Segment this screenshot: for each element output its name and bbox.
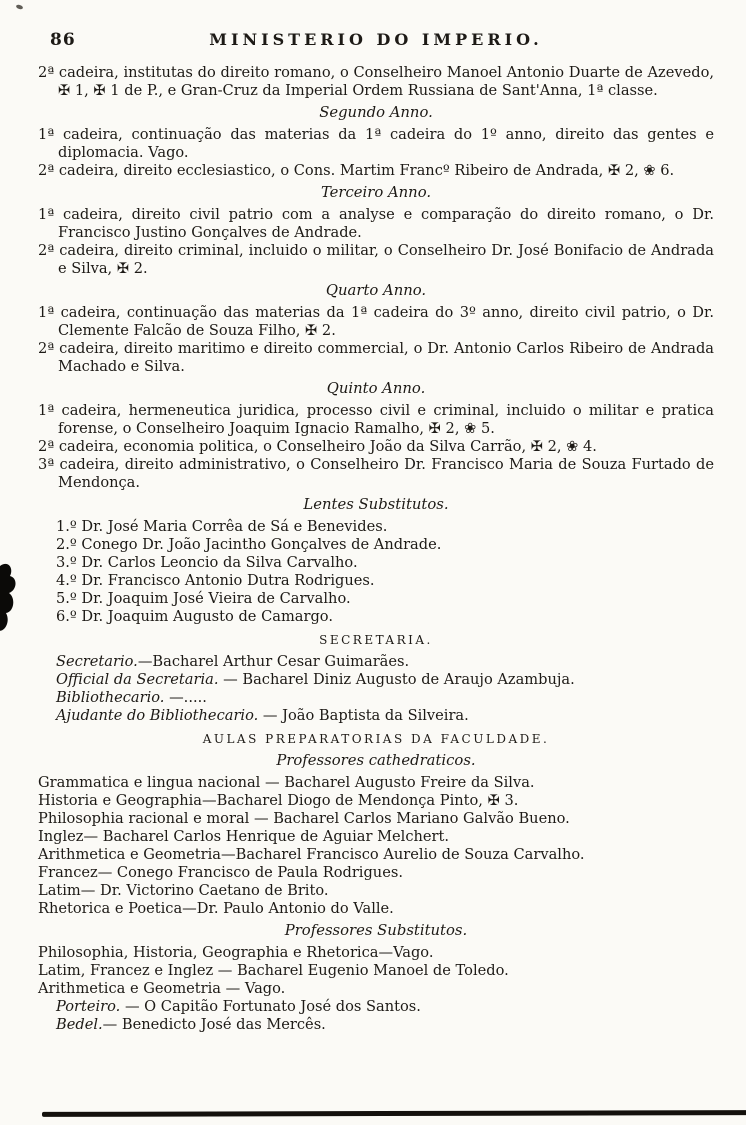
page-title: MINISTERIO DO IMPERIO. <box>209 30 543 49</box>
staff-entry-role: Bibliothecario. <box>56 689 165 706</box>
section-heading-lentes-substitutos: Lentes Substitutos. <box>303 496 449 513</box>
staff-entry <box>38 707 714 725</box>
section-heading-terceiro-anno: Terceiro Anno. <box>320 184 432 201</box>
paragraph-cadeira: 1ª cadeira, hermeneutica juridica, processo civil e criminal, incluido o militar e pratica forense, o Conselheiro Joaquim Ignacio Ramalho, ✠ 2, ❀ 5. <box>38 402 714 437</box>
masthead <box>38 30 714 52</box>
professor-entry: Latim, Francez e Inglez — Bacharel Eugenio Manoel de Toledo. <box>38 962 509 979</box>
staff-entry <box>38 671 714 689</box>
professor-entry: Latim— Dr. Victorino Caetano de Brito. <box>38 882 329 899</box>
list-item: 3.º Dr. Carlos Leoncio da Silva Carvalho. <box>56 554 358 571</box>
staff-entry-role: Porteiro. <box>56 998 121 1015</box>
staff-entry-name: —Bacharel Arthur Cesar Guimarães. <box>137 653 410 670</box>
paragraph-cadeira: 2ª cadeira, direito ecclesiastico, o Cons. Martim Francº Ribeiro de Andrada, ✠ 2, ❀ 6. <box>38 162 675 179</box>
list-item: 4.º Dr. Francisco Antonio Dutra Rodrigues. <box>56 572 375 589</box>
page-number: 86 <box>50 30 76 50</box>
professor-entry: Arithmetica e Geometria — Vago. <box>38 980 286 997</box>
staff-entry-name: — João Baptista da Silveira. <box>258 707 469 724</box>
professor-entry: Inglez— Bacharel Carlos Henrique de Aguiar Melchert. <box>38 828 450 845</box>
staff-entry-name: — Benedicto José das Mercês. <box>102 1016 326 1033</box>
paragraph-cadeira: 1ª cadeira, direito civil patrio com a analyse e comparação do direito romano, o Dr. Francisco Justino Gonçalves de Andrade. <box>38 206 714 241</box>
staff-entry <box>38 998 714 1016</box>
staff-entry-role: Secretario. <box>56 653 138 670</box>
professor-entry: Rhetorica e Poetica—Dr. Paulo Antonio do Valle. <box>38 900 394 917</box>
professor-entry: Philosophia racional e moral — Bacharel Carlos Mariano Galvão Bueno. <box>38 810 570 827</box>
paragraph-cadeira: 2ª cadeira, direito maritimo e direito commercial, o Dr. Antonio Carlos Ribeiro de Andrada Machado e Silva. <box>38 340 714 375</box>
section-heading-secretaria: SECRETARIA. <box>319 633 433 647</box>
paragraph-cadeira: 2ª cadeira, institutas do direito romano, o Conselheiro Manoel Antonio Duarte de Azevedo, ✠ 1, ✠ 1 de P., e Gran-Cruz da Imperial Ordem Russiana de Sant'Anna, 1ª classe. <box>38 64 714 99</box>
section-heading-quarto-anno: Quarto Anno. <box>325 282 427 299</box>
section-heading-professores-substitutos: Professores Substitutos. <box>284 922 468 939</box>
section-heading-segundo-anno: Segundo Anno. <box>319 104 433 121</box>
list-item: 6.º Dr. Joaquim Augusto de Camargo. <box>56 608 333 625</box>
staff-entry <box>38 689 714 707</box>
paragraph-cadeira: 1ª cadeira, continuação das materias da 1ª cadeira do 3º anno, direito civil patrio, o Dr. Clemente Falcão de Souza Filho, ✠ 2. <box>38 304 714 339</box>
professor-entry: Historia e Geographia—Bacharel Diogo de Mendonça Pinto, ✠ 3. <box>38 792 519 809</box>
list-item: 2.º Conego Dr. João Jacintho Gonçalves de Andrade. <box>56 536 442 553</box>
staff-entry-role: Ajudante do Bibliothecario. <box>56 707 259 724</box>
staff-entry-name: — O Capitão Fortunato José dos Santos. <box>120 998 421 1015</box>
professor-entry: Francez— Conego Francisco de Paula Rodrigues. <box>38 864 403 881</box>
paragraph-cadeira: 2ª cadeira, economia politica, o Conselheiro João da Silva Carrão, ✠ 2, ❀ 4. <box>38 438 597 455</box>
staff-entry-role: Official da Secretaria. <box>56 671 219 688</box>
list-item: 1.º Dr. José Maria Corrêa de Sá e Benevides. <box>56 518 388 535</box>
paragraph-cadeira: 3ª cadeira, direito administrativo, o Conselheiro Dr. Francisco Maria de Souza Furtado de Mendonça. <box>38 456 714 491</box>
professor-entry: Philosophia, Historia, Geographia e Rhetorica—Vago. <box>38 944 434 961</box>
page-edge-line <box>42 1110 746 1117</box>
staff-entry <box>38 653 714 671</box>
section-heading-professores-cathedraticos: Professores cathedraticos. <box>276 752 476 769</box>
section-heading-aulas-preparatorias: AULAS PREPARATORIAS DA FACULDADE. <box>202 732 550 746</box>
professor-entry: Grammatica e lingua nacional — Bacharel Augusto Freire da Silva. <box>38 774 535 791</box>
staff-entry-name: —..... <box>164 689 207 706</box>
staff-entry-role: Bedel. <box>56 1016 103 1033</box>
staff-entry-name: — Bacharel Diniz Augusto de Araujo Azambuja. <box>218 671 575 688</box>
section-heading-quinto-anno: Quinto Anno. <box>326 380 426 397</box>
paragraph-cadeira: 1ª cadeira, continuação das materias da 1ª cadeira do 1º anno, direito das gentes e diplomacia. Vago. <box>38 126 714 161</box>
paragraph-cadeira: 2ª cadeira, direito criminal, incluido o militar, o Conselheiro Dr. José Bonifacio de Andrada e Silva, ✠ 2. <box>38 242 714 277</box>
professor-entry: Arithmetica e Geometria—Bacharel Francisco Aurelio de Souza Carvalho. <box>38 846 585 863</box>
list-item: 5.º Dr. Joaquim José Vieira de Carvalho. <box>56 590 351 607</box>
staff-entry <box>38 1016 714 1034</box>
